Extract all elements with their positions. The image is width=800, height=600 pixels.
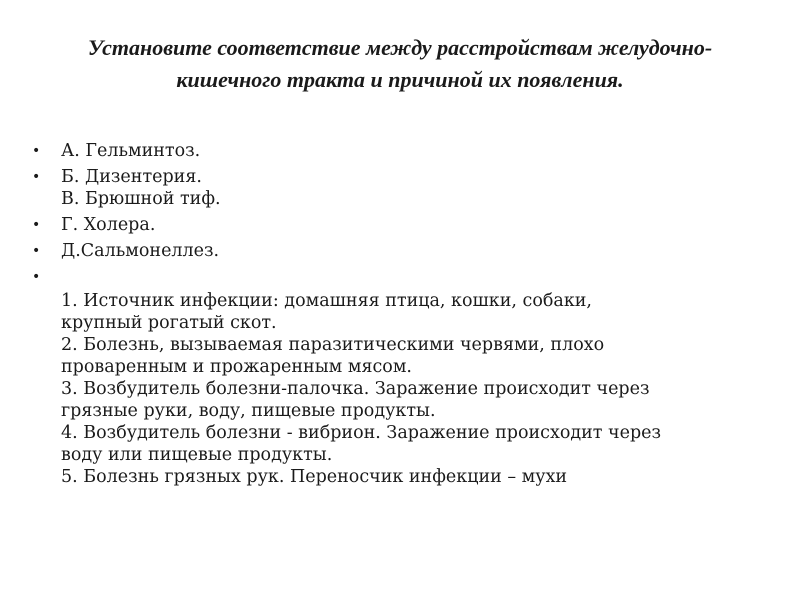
cause-line: воду или пищевые продукты. [61,445,333,465]
disease-v-text: В. Брюшной тиф. [61,189,221,209]
slide-title [0,32,800,96]
disease-g-text: Г. Холера. [61,215,156,235]
disease-d-text: Д.Сальмонеллез. [61,241,220,261]
cause-line: 3. Возбудитель болезни-палочка. Заражение происходит через [61,379,650,399]
list-item-disease-g [32,214,792,236]
bullet-icon: • [32,243,41,259]
bullet-icon: • [32,217,41,233]
cause-line: грязные руки, воду, пищевые продукты. [61,401,436,421]
disease-a-text: А. Гельминтоз. [61,141,201,161]
cause-line: 4. Возбудитель болезни - вибрион. Заражение происходит через [61,423,662,443]
cause-line: проваренным и прожаренным мясом. [61,357,412,377]
bullet-list [32,140,792,492]
disease-b-text: Б. Дизентерия. [61,167,202,187]
empty-line [61,266,792,290]
bullet-icon: • [32,143,41,159]
cause-line: 1. Источник инфекции: домашняя птица, кошки, собаки, [61,291,592,311]
title-line-1: Установите соответствие между расстройствам желудочно- [87,35,713,60]
list-item-disease-d [32,240,792,262]
list-item-causes [32,266,792,488]
title-line-2: кишечного тракта и причиной их появления. [176,67,624,92]
list-item-disease-a [32,140,792,162]
cause-line: 2. Болезнь, вызываемая паразитическими червями, плохо [61,335,605,355]
bullet-icon: • [32,269,41,285]
cause-line: 5. Болезнь грязных рук. Переносчик инфекции – мухи [61,467,568,487]
list-item-disease-b-v [32,166,792,210]
bullet-icon: • [32,169,41,185]
cause-line: крупный рогатый скот. [61,313,277,333]
